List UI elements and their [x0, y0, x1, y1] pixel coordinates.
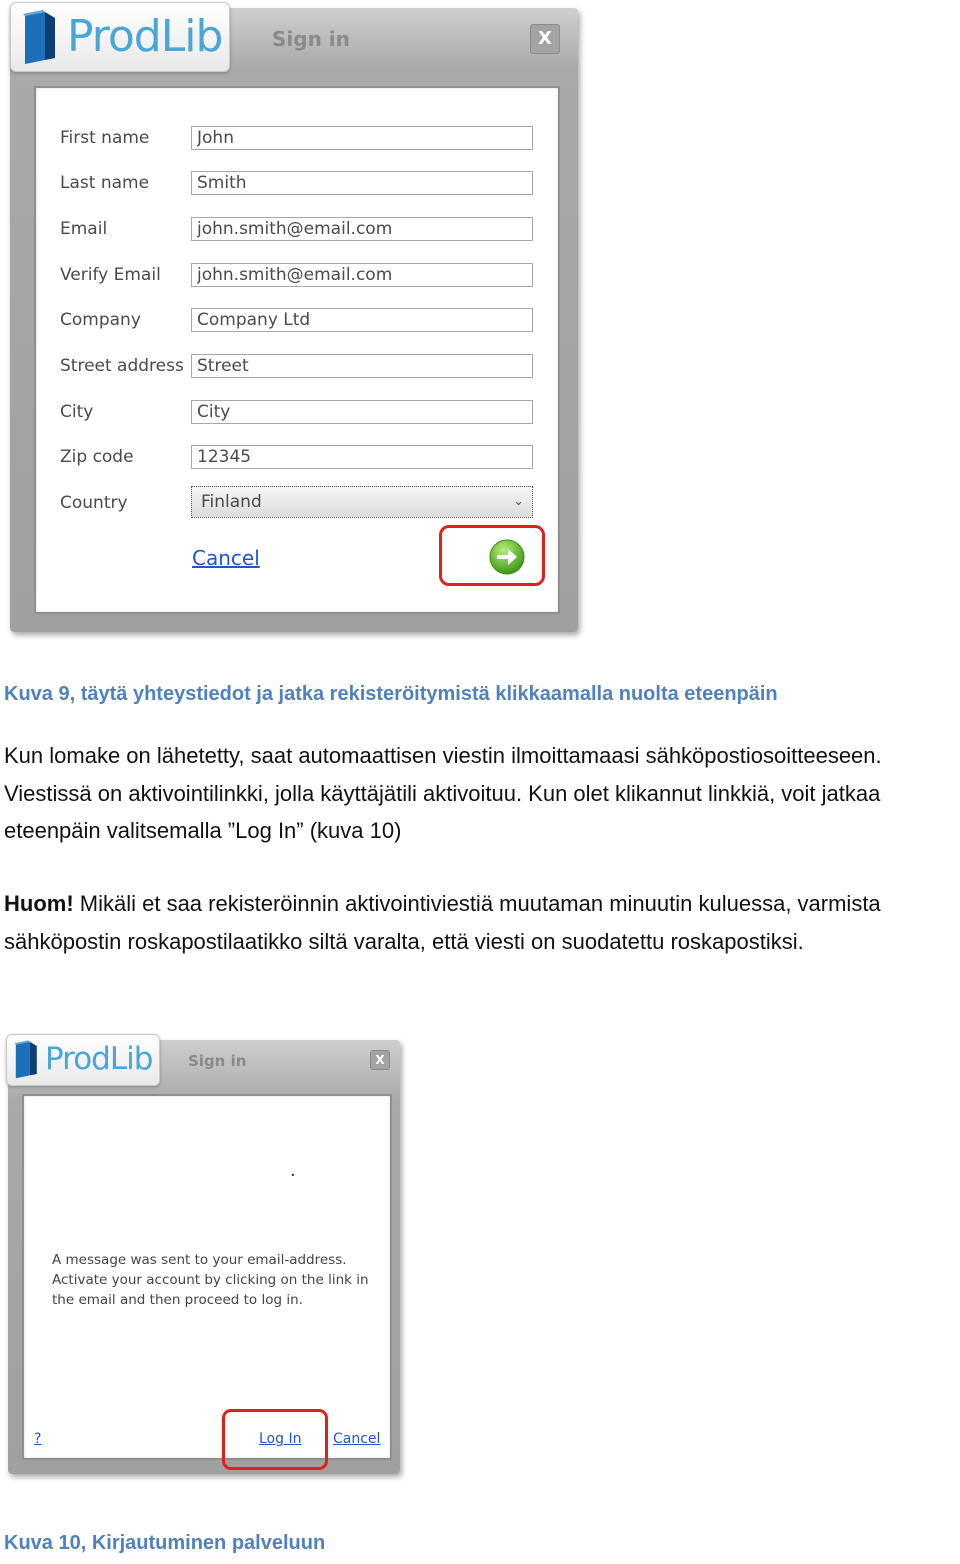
caption-figure-10: Kuva 10, Kirjautuminen palveluun — [4, 1532, 326, 1554]
help-link[interactable]: ? — [34, 1431, 42, 1447]
arrow-right-circle-icon — [488, 538, 526, 576]
logo-box-2 — [6, 1034, 160, 1086]
label-email: Email — [60, 219, 108, 239]
paragraph-activation: Kun lomake on lähetetty, saat automaattisen viestin ilmoittamaasi sähköpostiosoitteeseen. Viestissä on aktivointilinkki, jolla käyttäjätili aktivoituu. Kun olet klikannut linkkiä, voit jatkaa eteenpäin valitsemalla ”Log In” (kuva 10) — [4, 743, 882, 843]
dialog-title-2: Sign in — [188, 1052, 247, 1070]
cancel-link[interactable]: Cancel — [192, 546, 260, 570]
verify-email-input[interactable] — [191, 263, 533, 287]
zip-code-input[interactable] — [191, 445, 533, 469]
note-text: Mikäli et saa rekisteröinnin aktivointiviestiä muutaman minuutin kuluessa, varmista sähköpostin roskapostilaatikko siltä varalta, että viesti on suodatettu roskapostiksi. — [4, 891, 881, 954]
label-verify-email: Verify Email — [60, 265, 161, 285]
close-button[interactable]: X — [530, 24, 560, 54]
prodlib-logo-icon — [13, 1040, 41, 1080]
next-button[interactable] — [488, 538, 526, 576]
dialog-title: Sign in — [272, 27, 350, 51]
cancel-link-2[interactable]: Cancel — [333, 1431, 381, 1447]
first-name-input[interactable] — [191, 126, 533, 150]
caption-figure-9: Kuva 9, täytä yhteystiedot ja jatka rekisteröitymistä klikkaamalla nuolta eteenpäin — [4, 683, 778, 705]
street-address-input[interactable] — [191, 354, 533, 378]
label-street-address: Street address — [60, 356, 184, 376]
label-first-name: First name — [60, 128, 150, 148]
logo-text-2: ProdLib — [45, 1041, 153, 1077]
country-select[interactable] — [191, 486, 533, 518]
label-country: Country — [60, 493, 128, 513]
email-input[interactable] — [191, 217, 533, 241]
login-link[interactable]: Log In — [259, 1431, 302, 1447]
close-button-2[interactable]: X — [370, 1050, 390, 1070]
company-input[interactable] — [191, 308, 533, 332]
activation-message: A message was sent to your email-address. Activate your account by clicking on the link in the email and then proceed to log in. — [52, 1252, 369, 1308]
last-name-input[interactable] — [191, 171, 533, 195]
country-select-value: Finland — [201, 492, 262, 512]
chevron-down-icon: ⌄ — [513, 494, 524, 509]
prodlib-logo-icon — [21, 10, 61, 66]
label-last-name: Last name — [60, 173, 150, 193]
label-company: Company — [60, 310, 141, 330]
label-zip-code: Zip code — [60, 447, 134, 467]
loading-dot: . — [290, 1160, 296, 1181]
paragraph-note — [4, 885, 959, 960]
city-input[interactable] — [191, 400, 533, 424]
logo-box — [10, 2, 230, 72]
note-bold: Huom! — [4, 891, 74, 916]
label-city: City — [60, 402, 94, 422]
logo-text: ProdLib — [67, 11, 223, 62]
